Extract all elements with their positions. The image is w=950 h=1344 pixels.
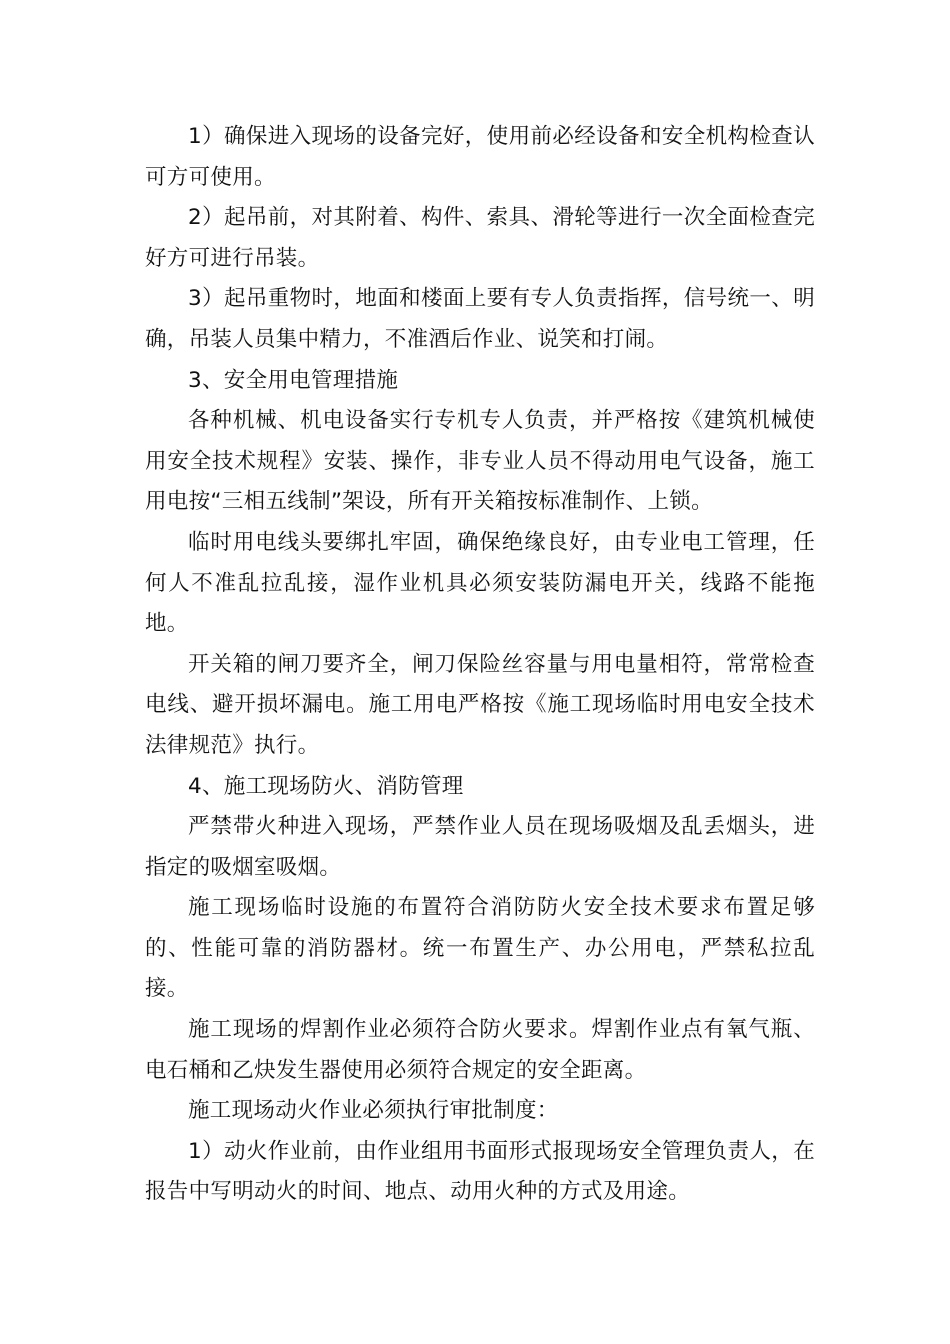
paragraph-hot-work-approval: 施工现场动火作业必须执行审批制度： bbox=[188, 1098, 559, 1124]
paragraph-temporary-wiring: 临时用电线头要绑扎牢固，确保绝缘良好，由专业电工管理，任何人不准乱拉乱接，湿作业机具必须安装防漏电开关，线路不能拖地。 bbox=[145, 529, 815, 637]
paragraph-lifting-command: 3）起吊重物时，地面和楼面上要有专人负责指挥，信号统一、明确，吊装人员集中精力，不准酒后作业、说笑和打闹。 bbox=[145, 286, 815, 352]
paragraph-switch-box: 开关箱的闸刀要齐全，闸刀保险丝容量与用电量相符，常常检查电线、避开损坏漏电。施工用电严格按《施工现场临时用电安全技术法律规范》执行。 bbox=[145, 651, 815, 758]
paragraph-machinery-responsibility: 各种机械、机电设备实行专机专人负责，并严格按《建筑机械使用安全技术规程》安装、操作，非专业人员不得动用电气设备，施工用电按“三相五线制”架设，所有开关箱按标准制作、上锁。 bbox=[145, 408, 815, 515]
section-heading-fire-safety: 4、施工现场防火、消防管理 bbox=[188, 773, 464, 799]
paragraph-equipment-check: 1）确保进入现场的设备完好，使用前必经设备和安全机构检查认可方可使用。 bbox=[145, 124, 815, 190]
paragraph-no-smoking: 严禁带火种进入现场，严禁作业人员在现场吸烟及乱丢烟头，进指定的吸烟室吸烟。 bbox=[145, 814, 815, 880]
paragraph-welding: 施工现场的焊割作业必须符合防火要求。焊割作业点有氧气瓶、电石桶和乙炔发生器使用必须符合规定的安全距离。 bbox=[145, 1017, 815, 1083]
paragraph-fire-equipment: 施工现场临时设施的布置符合消防防火安全技术要求布置足够的、性能可靠的消防器材。统一布置生产、办公用电，严禁私拉乱接。 bbox=[145, 895, 815, 1002]
paragraph-hot-work-report: 1）动火作业前，由作业组用书面形式报现场安全管理负责人，在报告中写明动火的时间、地点、动用火种的方式及用途。 bbox=[145, 1138, 815, 1205]
document-body bbox=[145, 117, 815, 1213]
paragraph-pre-lift-inspection: 2）起吊前，对其附着、构件、索具、滑轮等进行一次全面检查完好方可进行吊装。 bbox=[145, 205, 815, 271]
section-heading-electrical-safety: 3、安全用电管理措施 bbox=[188, 367, 399, 393]
